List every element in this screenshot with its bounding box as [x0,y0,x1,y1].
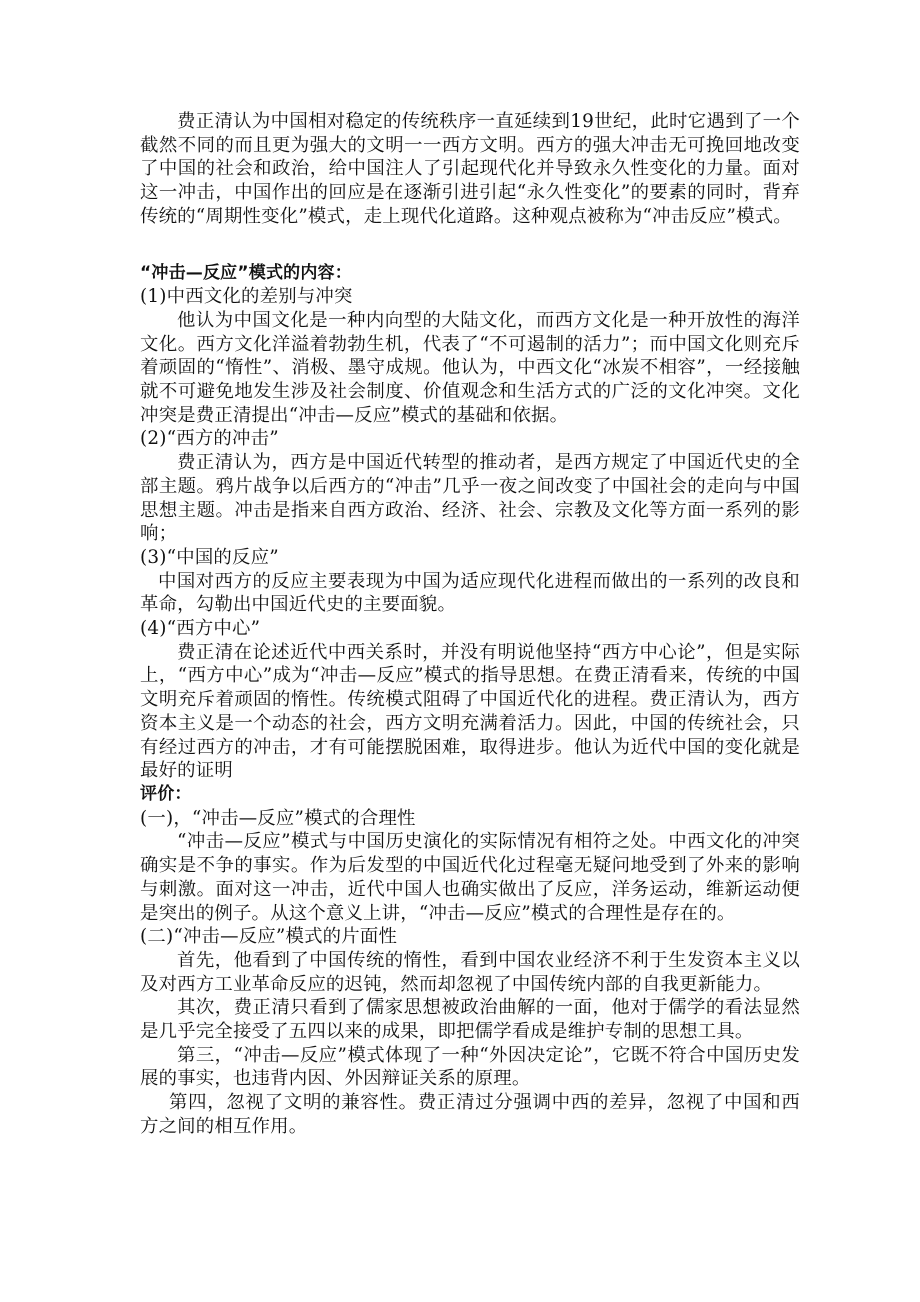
intro-paragraph: 费正清认为中国相对稳定的传统秩序一直延续到19世纪，此时它遇到了一个截然不同的而且更为强大的文明一一西方文明。西方的强大冲击无可挽回地改变了中国的社会和政治，给中国注人了引起现代化并导致永久性变化的力量。面对这一冲击，中国作出的回应是在逐渐引进引起“永久性变化”的要素的同时，背弃传统的“周期性变化”模式，走上现代化道路。这种观点被称为“冲击反应”模式。 [140,111,800,227]
evaluation-1-paragraph: “冲击—反应”模式与中国历史演化的实际情况有相符之处。中西文化的冲突确实是不争的事实。作为后发型的中国近代化过程毫无疑问地受到了外来的影响与刺激。面对这一冲击，近代中国人也确实做出了反应，洋务运动，维新运动便是突出的例子。从这个意义上讲，“冲击—反应”模式的合理性是存在的。 [140,831,800,924]
section-3-title: (3)“中国的反应” [140,546,279,568]
document-page [140,110,800,1139]
evaluation-2-title: (二)“冲击—反应”模式的片面性 [140,926,398,948]
evaluation-2-paragraph-4: 第四，忽视了文明的兼容性。费正清过分强调中西的差异，忽视了中国和西方之间的相互作用。 [140,1092,800,1137]
section-4-title: (4)“西方中心” [140,618,261,640]
section-4-body: 费正清在论述近代中西关系时，并没有明说他坚持“西方中心论”，但是实际上，“西方中心”成为“冲击—反应”模式的指导思想。在费正清看来，传统的中国文明充斥着顽固的惰性。传统模式阻碍了中国近代化的进程。费正清认为，西方资本主义是一个动态的社会，西方文明充满着活力。因此，中国的传统社会，只有经过西方的冲击，才有可能摆脱困难，取得进步。他认为近代中国的变化就是最好的证明 [140,641,800,782]
evaluation-2-paragraph-2: 其次，费正清只看到了儒家思想被政治曲解的一面，他对于儒学的看法显然是几乎完全接受了五四以来的成果，即把儒学看成是维护专制的思想工具。 [140,997,800,1043]
section-1-body: 他认为中国文化是一种内向型的大陆文化，而西方文化是一种开放性的海洋文化。西方文化洋溢着勃勃生机，代表了“不可遏制的活力”；而中国文化则充斥着顽固的“惰性”、消极、墨守成规。他认为，中西文化“冰炭不相容”，一经接触就不可避免地发生涉及社会制度、价值观念和生活方式的广泛的文化冲突。文化冲突是费正清提出“冲击—反应”模式的基础和依据。 [140,309,800,426]
content-heading: “冲击—反应”模式的内容： [140,262,352,283]
section-gap [140,229,800,262]
section-3-body: 中国对西方的反应主要表现为中国为适应现代化进程而做出的一系列的改良和革命，勾勒出中国近代史的主要面貌。 [140,570,800,616]
evaluation-2-paragraph-3: 第三，“冲击—反应”模式体现了一种“外因决定论”，它既不符合中国历史发展的事实，也违背内因、外因辩证关系的原理。 [140,1044,800,1090]
evaluation-1-title: (一)，“冲击—反应”模式的合理性 [140,807,416,829]
section-2-body: 费正清认为，西方是中国近代转型的推动者，是西方规定了中国近代史的全部主题。鸦片战争以后西方的“冲击”几乎一夜之间改变了中国社会的走向与中国思想主题。冲击是指来自西方政治、经济、社会、宗教及文化等方面一系列的影响； [140,452,800,545]
evaluation-heading: 评价： [140,783,192,804]
section-2-title: (2)“西方的冲击” [140,428,279,450]
evaluation-2-paragraph-1: 首先，他看到了中国传统的惰性，看到中国农业经济不利于生发资本主义以及对西方工业革命反应的迟钝，然而却忽视了中国传统内部的自我更新能力。 [140,949,800,995]
section-1-title: (1)中西文化的差别与冲突 [140,286,353,308]
